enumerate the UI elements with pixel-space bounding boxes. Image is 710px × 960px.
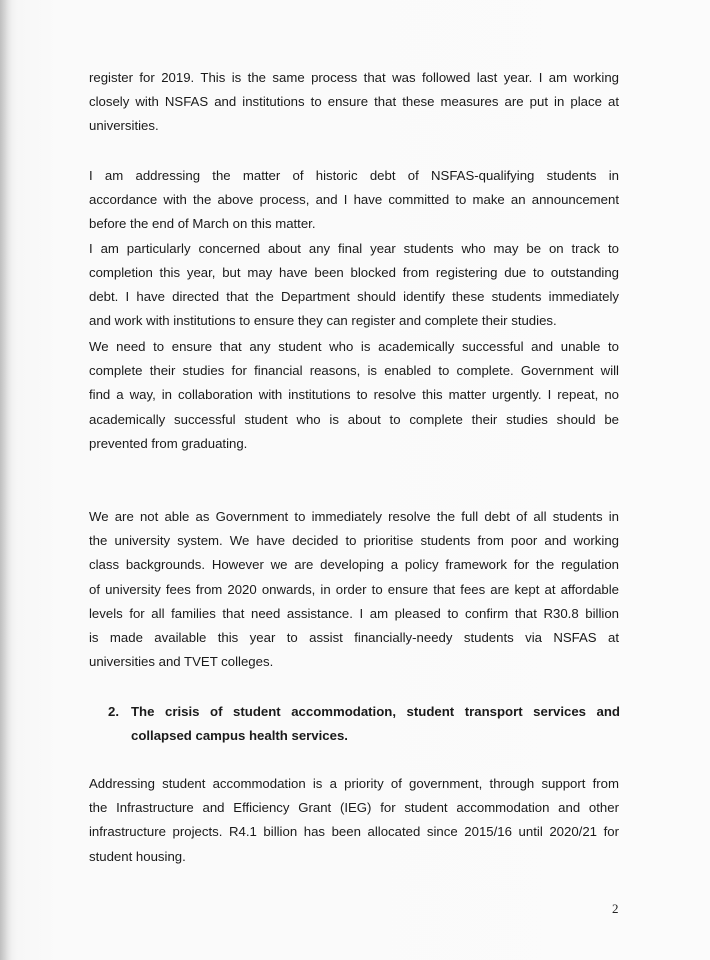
section-title-line: The crisis of student accommodation, student transport services and <box>131 704 620 719</box>
text-line: before the end of March on this matter. <box>89 216 316 232</box>
text-line: completion this year, but may have been blocked from registering due to outstanding <box>89 264 619 280</box>
section-heading-accommodation-crisis <box>108 700 620 748</box>
text-line: We are not able as Government to immediately resolve the full debt of all students in <box>89 509 619 524</box>
text-line: We need to ensure that any student who is academically successful and unable to <box>89 339 619 354</box>
text-line: of university fees from 2020 onwards, in order to ensure that fees are kept at affordable <box>89 581 619 597</box>
text-line: class backgrounds. However we are developing a policy framework for the regulation <box>89 557 619 573</box>
text-line: and work with institutions to ensure they can register and complete their studies. <box>89 313 557 329</box>
paragraph-university-fees <box>89 505 619 674</box>
text-line: accordance with the above process, and I have committed to make an announcement <box>89 192 619 208</box>
text-line: universities and TVET colleges. <box>89 654 274 670</box>
text-line: I am addressing the matter of historic debt of NSFAS-qualifying students in <box>89 168 619 183</box>
text-line: universities. <box>89 118 159 134</box>
text-line: closely with NSFAS and institutions to ensure that these measures are put in place at <box>89 94 619 110</box>
paragraph-historic-debt <box>89 164 619 333</box>
text-line: I am particularly concerned about any final year students who may be on track to <box>89 240 619 256</box>
section-title <box>131 700 620 748</box>
page-number: 2 <box>612 901 619 916</box>
paragraph-student-accommodation <box>89 772 619 869</box>
text-line: levels for all families that need assistance. I am pleased to confirm that R30.8 billion <box>89 605 619 621</box>
paragraph-academic-success <box>89 335 619 456</box>
text-line: academically successful student who is about to complete their studies should be <box>89 411 619 427</box>
section-number: 2. <box>108 704 119 719</box>
text-line: infrastructure projects. R4.1 billion has been allocated since 2015/16 until 2020/21 for <box>89 824 619 840</box>
text-line: complete their studies for financial reasons, is enabled to complete. Government will <box>89 363 619 379</box>
text-line: student housing. <box>89 848 186 864</box>
section-title-line: collapsed campus health services. <box>131 728 348 744</box>
text-line: the Infrastructure and Efficiency Grant (IEG) for student accommodation and other <box>89 800 619 816</box>
text-line: find a way, in collaboration with institutions to resolve this matter urgently. I repeat, no <box>89 387 619 403</box>
paragraph-registration <box>89 66 619 139</box>
text-line: is made available this year to assist financially-needy students via NSFAS at <box>89 630 619 646</box>
text-line: prevented from graduating. <box>89 435 248 451</box>
text-line: register for 2019. This is the same process that was followed last year. I am working <box>89 70 619 85</box>
text-line: the university system. We have decided to prioritise students from poor and working <box>89 533 619 549</box>
page-edge-shadow <box>0 0 12 960</box>
text-line: Addressing student accommodation is a priority of government, through support from <box>89 776 619 791</box>
text-line: debt. I have directed that the Department should identify these students immediately <box>89 289 619 305</box>
